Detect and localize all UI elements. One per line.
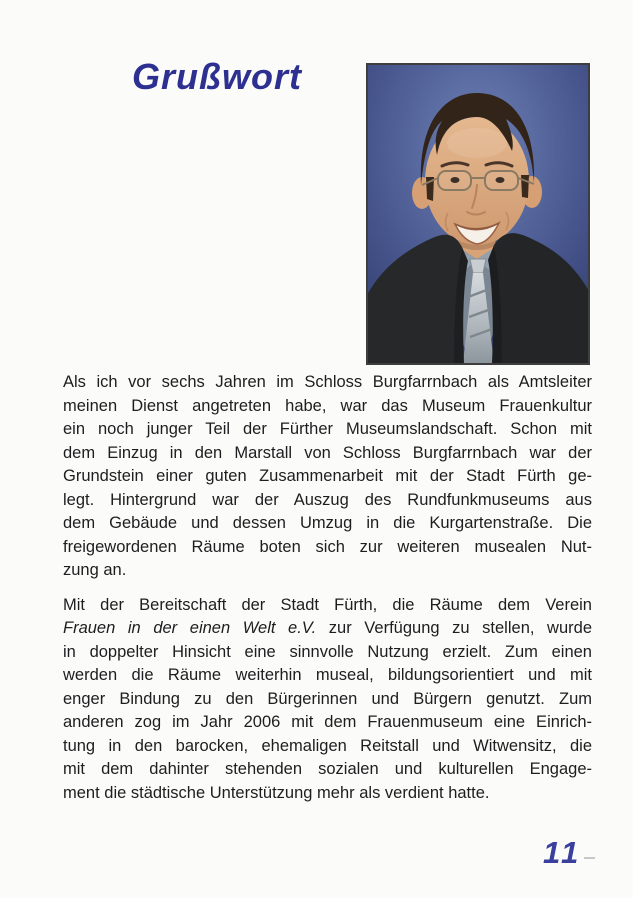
- text-segment: werden die Räume weiterhin museal, bildungsorientiert und mit: [63, 666, 592, 684]
- text-line: [63, 418, 592, 442]
- right-sideburn: [521, 175, 529, 198]
- text-segment: zur Verfügung zu stellen, wurde: [316, 619, 592, 637]
- text-line: [63, 758, 592, 782]
- text-segment: freigewordenen Räume boten sich zur weiteren musealen Nut-: [63, 537, 592, 556]
- text-segment: anderen zog im Jahr 2006 mit dem Frauenmuseum eine Einrich-: [63, 713, 592, 731]
- text-line: [63, 489, 592, 513]
- text-block: [63, 371, 592, 816]
- page-title: Grußwort: [132, 56, 302, 97]
- text-segment: ein noch junger Teil der Fürther Museumslandschaft. Schon mit: [63, 420, 592, 438]
- portrait-photo: [366, 63, 590, 365]
- text-line: [63, 594, 592, 618]
- text-line: [63, 559, 592, 583]
- text-segment: Als ich vor sechs Jahren im Schloss Burgfarrnbach als Amtsleiter: [63, 373, 592, 391]
- text-line: [63, 512, 592, 536]
- text-segment: Grundstein einer guten Zusammenarbeit mit der Stadt Fürth ge-: [63, 467, 592, 485]
- paragraph: [63, 371, 592, 583]
- text-line: [63, 395, 592, 419]
- text-line: [63, 664, 592, 688]
- page-number: 11: [543, 835, 582, 870]
- text-segment: zung an.: [63, 561, 127, 579]
- text-segment: mit dem dahinter stehenden sozialen und kulturellen Engage-: [63, 760, 592, 778]
- text-line: [63, 465, 592, 489]
- portrait-photo-illustration: [368, 65, 588, 363]
- text-line: [63, 442, 592, 466]
- text-line: [63, 617, 592, 641]
- text-line: [63, 641, 592, 665]
- text-segment: in doppelter Hinsicht eine sinnvolle Nutzung erzielt. Zum einen: [63, 642, 592, 661]
- text-segment: legt. Hintergrund war der Auszug des Rundfunkmuseums aus: [63, 490, 592, 509]
- text-segment: ment die städtische Unterstützung mehr als verdient hatte.: [63, 783, 490, 802]
- text-line: [63, 371, 592, 395]
- text-segment: Mit der Bereitschaft der Stadt Fürth, die Räume dem Verein: [63, 595, 592, 614]
- tie-knot: [470, 259, 486, 273]
- text-line: [63, 536, 592, 560]
- text-line: [63, 711, 592, 735]
- scan-artifact-dash: [584, 857, 595, 859]
- text-segment: meinen Dienst angetreten habe, war das Museum Frauenkultur: [63, 396, 592, 415]
- text-segment: enger Bindung zu den Bürgerinnen und Bürgern genutzt. Zum: [63, 689, 592, 708]
- text-segment: dem Einzug in den Marstall von Schloss Burgfarrnbach war der: [63, 443, 592, 462]
- paragraph: [63, 594, 592, 806]
- text-segment: tung in den barocken, ehemaligen Reitstall und Witwensitz, die: [63, 736, 592, 755]
- text-segment: dem Gebäude und dessen Umzug in die Kurgartenstraße. Die: [63, 514, 592, 532]
- italic-text-segment: Frauen in der einen Welt e.V.: [63, 619, 317, 637]
- text-line: [63, 735, 592, 759]
- text-line: [63, 688, 592, 712]
- forehead-highlight: [447, 128, 507, 158]
- text-line: [63, 782, 592, 806]
